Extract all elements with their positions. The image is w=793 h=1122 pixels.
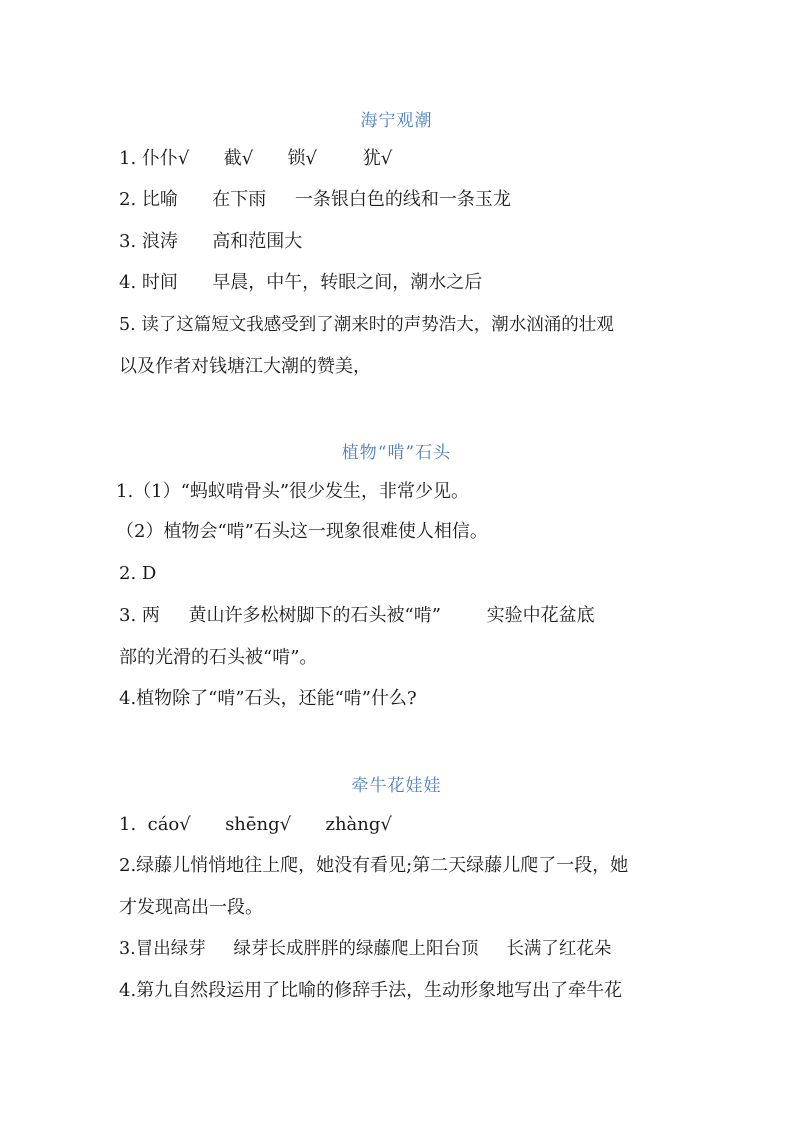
answer-line: （2）植物会“啃”石头这一现象很难使人相信。 xyxy=(116,521,488,542)
answer-line: 3. 浪涛 高和范围大 xyxy=(119,231,303,252)
answer-line: 1.（1）“蚂蚁啃骨头”很少发生，非常少见。 xyxy=(116,481,470,502)
answer-line: 2. D xyxy=(119,563,157,584)
answer-line: 2. 比喻 在下雨 一条银白色的线和一条玉龙 xyxy=(119,189,511,210)
answer-line: 部的光滑的石头被“啃”。 xyxy=(119,647,318,668)
answer-line: 1. cáo√ shēng√ zhàng√ xyxy=(119,814,392,835)
answer-line: 3.冒出绿芽 绿芽长成胖胖的绿藤爬上阳台顶 长满了红花朵 xyxy=(119,939,612,959)
section-title-2: 植物“啃”石头 xyxy=(341,443,452,463)
answer-line: 2.绿藤儿悄悄地往上爬，她没有看见;第二天绿藤儿爬了一段，她 xyxy=(119,855,629,876)
answer-line: 5. 读了这篇短文我感受到了潮来时的声势浩大，潮水汹涌的壮观 xyxy=(119,315,614,335)
answer-line: 1. 仆仆√ 截√ 锁√ 犹√ xyxy=(119,148,393,169)
section-title-1: 海宁观潮 xyxy=(360,111,433,131)
answer-line: 4.第九自然段运用了比喻的修辞手法，生动形象地写出了牵牛花 xyxy=(119,980,623,1001)
answer-line: 才发现高出一段。 xyxy=(119,897,263,918)
answer-line: 3. 两 黄山许多松树脚下的石头被“啃” 实验中花盆底 xyxy=(119,605,595,626)
section-title-3: 牵牛花娃娃 xyxy=(351,776,442,796)
answer-line: 4.植物除了“啃”石头，还能“啃”什么? xyxy=(119,688,417,709)
answer-line: 4. 时间 早晨，中午，转眼之间，潮水之后 xyxy=(119,272,483,293)
answer-line: 以及作者对钱塘江大潮的赞美， xyxy=(119,356,371,377)
